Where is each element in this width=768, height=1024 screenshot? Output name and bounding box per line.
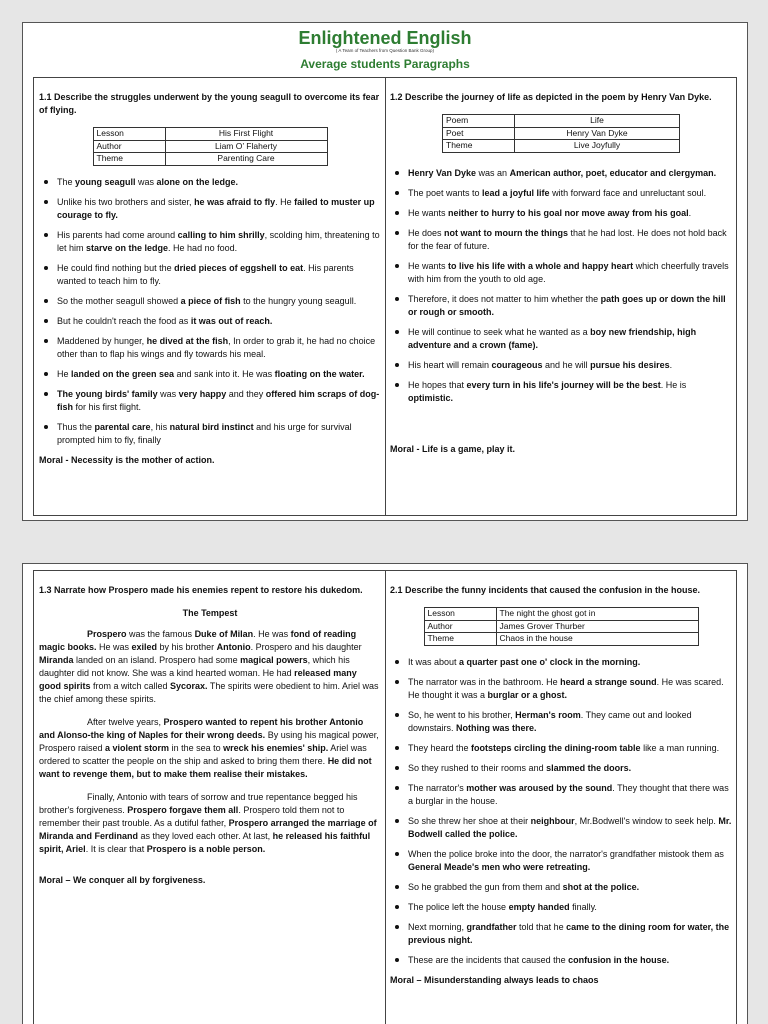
text-run: The narrator was in the bathroom. He (408, 676, 561, 687)
text-run: was the famous (126, 629, 195, 639)
emphasis-text: a quarter past one o' clock in the morning. (459, 656, 641, 667)
bullet-item (57, 421, 381, 447)
text-run: , Mr.Bodwell's window to seek help. (574, 815, 719, 826)
emphasis-text: dried pieces of eggshell to eat (174, 262, 304, 273)
emphasis-text: Mr. Bodwell called the police. (408, 815, 732, 839)
emphasis-text: wreck his enemies' ship. (223, 743, 329, 753)
bullet-item (408, 379, 732, 405)
text-run: Unlike his two brothers and sister, (57, 196, 195, 207)
bullet-item (57, 295, 381, 308)
moral-line: Moral - Life is a game, play it. (390, 443, 516, 454)
emphasis-text: Sycorax. (170, 681, 208, 691)
emphasis-text: neither to hurry to his goal nor move away from his goal (448, 207, 689, 218)
emphasis-text: Prospero is a noble person. (146, 844, 266, 854)
bullet-item (408, 167, 732, 180)
moral-line: Moral - Necessity is the mother of action. (39, 454, 215, 465)
text-run: When the police broke into the door, the narrator's grandfather mistook them as (408, 848, 724, 859)
bullet-item (408, 207, 732, 220)
moral-line: Moral – We conquer all by forgiveness. (39, 875, 206, 885)
bullet-item (408, 762, 732, 775)
text-run: , In order to grab it, he had no choice other than to flap his wings and fly towards his meal. (57, 335, 376, 359)
emphasis-text: heard a strange sound (560, 676, 657, 687)
text-run: Therefore, it does not matter to him whether the (408, 293, 601, 304)
text-run: , his (150, 421, 170, 432)
bullet-list (390, 167, 732, 405)
text-run: Finally, Antonio with tears of sorrow and true repentance begged his brother's forgiveness. (39, 792, 358, 815)
emphasis-text: fond of reading magic books. (39, 629, 357, 652)
table-cell: Poem (443, 115, 515, 128)
text-run: So the mother seagull showed (57, 295, 181, 306)
text-run: The (57, 176, 76, 187)
emphasis-text: path goes up or down the hill or rough or smooth. (408, 293, 726, 317)
text-run: and his urge for survival prompted him to fly, finally (57, 421, 352, 445)
table-cell: Henry Van Dyke (515, 127, 680, 140)
table-cell: Chaos in the house (496, 633, 698, 646)
bullet-item (57, 315, 381, 328)
emphasis-text: parental care (94, 421, 151, 432)
text-run: He could find nothing but the (57, 262, 175, 273)
bullet-item (408, 782, 732, 808)
text-run: He wants (408, 207, 449, 218)
text-run: was an (476, 167, 510, 178)
bullet-item (57, 388, 381, 414)
emphasis-text: confusion in the house. (568, 954, 670, 965)
text-run: . He had no food. (168, 242, 238, 253)
text-run: He (57, 368, 72, 379)
emphasis-text: Henry Van Dyke (408, 167, 477, 178)
text-run: It was about (408, 656, 460, 667)
text-run: So, he went to his brother, (408, 709, 516, 720)
table-row (93, 140, 327, 153)
emphasis-text: Miranda (39, 655, 74, 665)
emphasis-text: very happy (178, 388, 227, 399)
table-cell: James Grover Thurber (496, 620, 698, 633)
bullet-item (408, 260, 732, 286)
emphasis-text: burglar or a ghost. (487, 689, 568, 700)
bullet-list (39, 176, 381, 447)
text-run: in the sea to (169, 743, 224, 753)
table-cell: Lesson (93, 128, 165, 141)
emphasis-text: not want to mourn the things (444, 227, 569, 238)
text-run: Thus the (57, 421, 95, 432)
emphasis-text: shot at the police. (562, 881, 640, 892)
table-cell: Liam O’ Flaherty (165, 140, 327, 153)
table-row (424, 620, 698, 633)
text-run: that he had lost. He does not hold back for the fear of future. (408, 227, 727, 251)
text-run: He hopes that (408, 379, 467, 390)
table-row (443, 115, 680, 128)
lesson-info-table (424, 607, 699, 646)
text-run: So they rushed to their rooms and (408, 762, 547, 773)
text-run: . He (275, 196, 295, 207)
table-row (424, 633, 698, 646)
text-run: from a witch called (90, 681, 171, 691)
text-run: . It is clear that (85, 844, 147, 854)
bullet-item (408, 187, 732, 200)
table-cell: Life (515, 115, 680, 128)
text-run: as they loved each other. At last, (138, 831, 273, 841)
emphasis-text: he was afraid to fly (194, 196, 276, 207)
text-run: and they (226, 388, 266, 399)
emphasis-text: young seagull (75, 176, 136, 187)
story-title: The Tempest (182, 608, 238, 618)
emphasis-text: natural bird instinct (169, 421, 254, 432)
paragraph-grid-top (33, 77, 737, 516)
emphasis-text: Prospero forgave them all (127, 805, 239, 815)
table-cell: The night the ghost got in (496, 608, 698, 621)
text-run: By using his magical power, Prospero raised (39, 730, 379, 753)
moral-line: Moral – Misunderstanding always leads to chaos (390, 974, 599, 985)
bullet-item (57, 368, 381, 381)
emphasis-text: grandfather (466, 921, 517, 932)
bullet-item (57, 335, 381, 361)
emphasis-text: Prospero arranged the marriage of Miranda and Ferdinand (39, 818, 377, 841)
text-run: . He was scared. He thought it was a (408, 676, 724, 700)
text-run: with forward face and unreluctant soul. (549, 187, 707, 198)
emphasis-text: General Meade's men who were retreating. (408, 861, 591, 872)
emphasis-text: landed on the green sea (71, 368, 175, 379)
section-1-2 (385, 78, 736, 515)
bullet-item (408, 227, 732, 253)
story-paragraphs (39, 628, 381, 856)
text-run: After twelve years, (87, 717, 164, 727)
bullet-list (390, 656, 732, 967)
table-row (93, 128, 327, 141)
bullet-item (408, 901, 732, 914)
text-run: He was (96, 642, 132, 652)
bullet-item (408, 326, 732, 352)
text-run: . (688, 207, 692, 218)
emphasis-text: a piece of fish (180, 295, 241, 306)
emphasis-text: exiled (131, 642, 158, 652)
table-cell: Theme (93, 153, 165, 166)
bullet-item (408, 676, 732, 702)
text-run: His heart will remain (408, 359, 492, 370)
poem-info-table (442, 114, 680, 153)
text-run: . Prospero told them not to remember their past trouble. As a dutiful father, (39, 805, 345, 828)
table-cell: Author (93, 140, 165, 153)
emphasis-text: empty handed (508, 901, 570, 912)
text-run: . They thought that there was a burglar in the house. (408, 782, 729, 806)
emphasis-text: lead a joyful life (482, 187, 550, 198)
emphasis-text: The young birds' family (57, 388, 158, 399)
bullet-item (408, 954, 732, 967)
text-run: The police left the house (408, 901, 509, 912)
table-row (443, 140, 680, 153)
text-run: These are the incidents that caused the (408, 954, 569, 965)
emphasis-text: boy new friendship, high adventure and a crown (fame). (408, 326, 697, 350)
text-run: . His parents wanted to teach him to fly. (57, 262, 354, 286)
bullet-item (408, 359, 732, 372)
emphasis-text: he released his faithful spirit, Ariel (39, 831, 371, 854)
bullet-item (57, 229, 381, 255)
emphasis-text: released many good spirits (39, 668, 357, 691)
bullet-item (408, 742, 732, 755)
bullet-item (408, 815, 732, 841)
section-1-1 (34, 78, 385, 515)
text-run: and he will (542, 359, 591, 370)
text-run: So he grabbed the gun from them and (408, 881, 563, 892)
text-run: He will continue to seek what he wanted as a (408, 326, 591, 337)
bullet-item (57, 196, 381, 222)
bullet-item (408, 709, 732, 735)
emphasis-text: every turn in his life's journey will be the best (466, 379, 661, 390)
text-run: , scolding him, threatening to let him (57, 229, 380, 253)
emphasis-text: optimistic. (408, 392, 454, 403)
emphasis-text: He did not want to revenge them, but to make them realise their mistakes. (39, 756, 372, 779)
text-run: was (135, 176, 157, 187)
text-run: His parents had come around (57, 229, 178, 240)
bullet-item (408, 656, 732, 669)
page-two (22, 563, 748, 1024)
text-run: . (669, 359, 673, 370)
bullet-item (408, 881, 732, 894)
emphasis-text: magical powers (240, 655, 308, 665)
emphasis-text: Duke of Milan (194, 629, 254, 639)
text-run: . Prospero and his daughter (250, 642, 362, 652)
table-cell: His First Flight (165, 128, 327, 141)
page-one (22, 22, 748, 521)
table-cell: Parenting Care (165, 153, 327, 166)
text-run: by his brother (157, 642, 217, 652)
text-run: But he couldn't reach the food as (57, 315, 191, 326)
lesson-info-table (93, 127, 328, 166)
emphasis-text: alone on the ledge. (156, 176, 239, 187)
table-cell: Author (424, 620, 496, 633)
question-heading: 1.3 Narrate how Prospero made his enemies repent to restore his dukedom. (39, 585, 363, 595)
emphasis-text: slammed the doors. (546, 762, 632, 773)
emphasis-text: floating on the water. (274, 368, 365, 379)
text-run: . He is (660, 379, 687, 390)
emphasis-text: Prospero wanted to repent his brother Antonio and Alonso-the king of Naples for their wrong deeds. (39, 717, 364, 740)
text-run: told that he (516, 921, 567, 932)
brand-subtitle: ( A Team of Teachers from Question Bank Group) (335, 48, 435, 53)
text-run: which cheerfully travels with him from the youth to old age. (408, 260, 729, 284)
text-run: He does (408, 227, 445, 238)
emphasis-text: he dived at the fish (146, 335, 229, 346)
emphasis-text: starve on the ledge (86, 242, 169, 253)
emphasis-text: to live his life with a whole and happy heart (448, 260, 634, 271)
table-cell: Lesson (424, 608, 496, 621)
text-run: So she threw her shoe at their (408, 815, 531, 826)
text-run: landed on an island. Prospero had some (73, 655, 241, 665)
text-run: The poet wants to (408, 187, 483, 198)
section-2-1 (385, 571, 736, 1024)
emphasis-text: pursue his desires (590, 359, 670, 370)
question-heading: 1.2 Describe the journey of life as depicted in the poem by Henry Van Dyke. (390, 92, 712, 102)
emphasis-text: Prospero (87, 629, 127, 639)
emphasis-text: Antonio (216, 642, 251, 652)
text-run: The spirits were obedient to him. Ariel was the chief among these spirits. (39, 681, 379, 704)
bullet-item (408, 293, 732, 319)
text-run: to the hungry young seagull. (240, 295, 357, 306)
emphasis-text: came to the dining room for water, the previous night. (408, 921, 730, 945)
emphasis-text: it was out of reach. (190, 315, 273, 326)
brand-title: Enlightened English (298, 28, 472, 48)
text-run: for his first flight. (73, 401, 142, 412)
emphasis-text: Nothing was there. (456, 722, 537, 733)
text-run: The narrator's (408, 782, 467, 793)
table-row (93, 153, 327, 166)
emphasis-text: offered him scraps of dog-fish (57, 388, 380, 412)
emphasis-text: courageous (491, 359, 543, 370)
text-run: , which his daughter did not know. She was a kind hearted woman. He had (39, 655, 350, 678)
section-1-3 (34, 571, 385, 1024)
text-run: was (157, 388, 179, 399)
text-run: He wants (408, 260, 449, 271)
bullet-item (57, 262, 381, 288)
story-paragraph (39, 716, 381, 781)
text-run: like a man running. (640, 742, 720, 753)
story-paragraph (39, 791, 381, 856)
emphasis-text: calling to him shrilly (177, 229, 265, 240)
table-cell: Poet (443, 127, 515, 140)
question-heading: 1.1 Describe the struggles underwent by the young seagull to overcome its fear of flying. (39, 92, 380, 115)
paragraph-grid-bottom (33, 570, 737, 1024)
text-run: finally. (569, 901, 597, 912)
bullet-item (57, 176, 381, 189)
text-run: and sank into it. He was (174, 368, 275, 379)
table-row (424, 608, 698, 621)
emphasis-text: neighbour (530, 815, 575, 826)
emphasis-text: Herman's room (515, 709, 581, 720)
emphasis-text: mother was aroused by the sound (466, 782, 613, 793)
page-heading: Average students Paragraphs (300, 57, 470, 71)
table-cell: Theme (443, 140, 515, 153)
emphasis-text: a violent storm (105, 743, 170, 753)
bullet-item (408, 921, 732, 947)
emphasis-text: failed to muster up courage to fly. (57, 196, 375, 220)
question-heading: 2.1 Describe the funny incidents that caused the confusion in the house. (390, 585, 701, 595)
table-cell: Theme (424, 633, 496, 646)
text-run: Next morning, (408, 921, 467, 932)
text-run: . He was (253, 629, 291, 639)
text-run: Maddened by hunger, (57, 335, 147, 346)
table-row (443, 127, 680, 140)
emphasis-text: American author, poet, educator and clergyman. (509, 167, 717, 178)
text-run: . They came out and looked downstairs. (408, 709, 692, 733)
emphasis-text: footsteps circling the dining-room table (471, 742, 641, 753)
bullet-item (408, 848, 732, 874)
table-cell: Live Joyfully (515, 140, 680, 153)
story-paragraph (39, 628, 381, 706)
page-header (23, 23, 747, 77)
text-run: They heard the (408, 742, 472, 753)
text-run: Ariel was ordered to scatter the people on the ship and asked to bring them there. (39, 743, 367, 766)
